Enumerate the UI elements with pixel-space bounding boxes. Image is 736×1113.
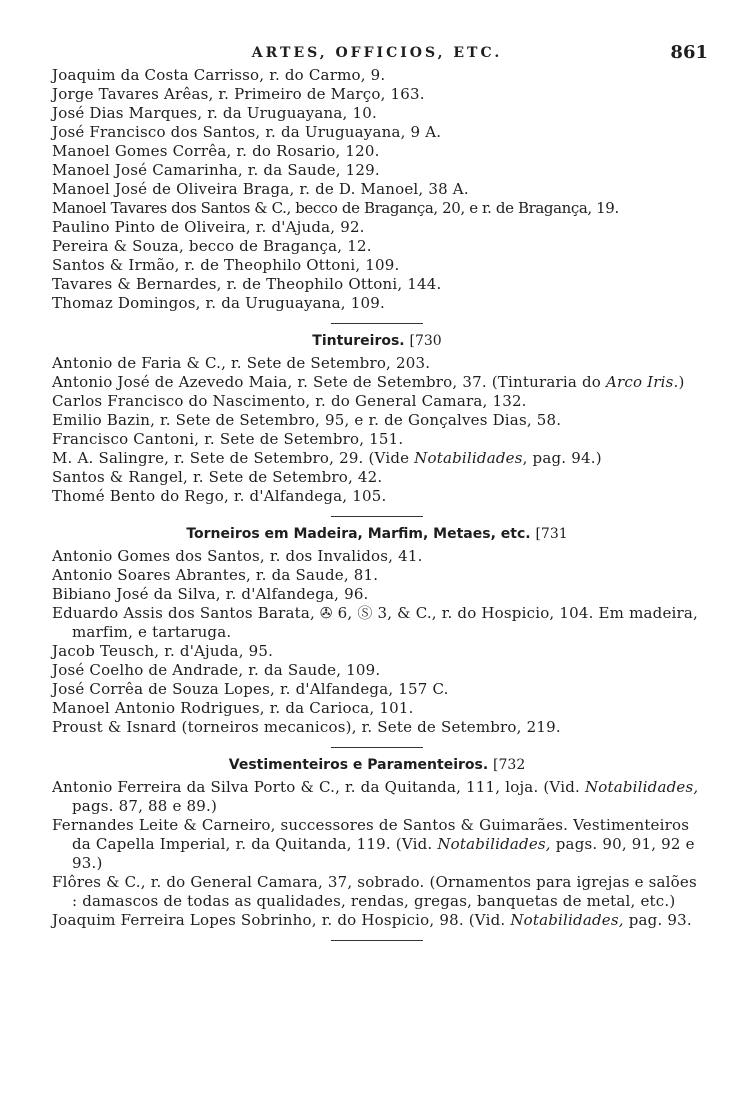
section-title: Torneiros em Madeira, Marfim, Metaes, etc. xyxy=(186,526,531,542)
list-item xyxy=(52,816,702,873)
list-item: Pereira & Souza, becco de Bragança, 12. xyxy=(52,237,372,255)
list-item xyxy=(52,392,702,411)
section-title: Tintureiros. xyxy=(312,333,405,349)
entry-text: Antonio Ferreira da Silva Porto & C., r. da Quitanda, 111, loja. (Vid. xyxy=(52,778,585,796)
list-item xyxy=(52,585,702,604)
list-item: José Dias Marques, r. da Uruguayana, 10. xyxy=(52,104,377,122)
list-item xyxy=(52,566,702,585)
list-item: Manoel José de Oliveira Braga, r. de D. Manoel, 38 A. xyxy=(52,180,469,198)
entry-italic: Arco Iris. xyxy=(605,373,679,391)
entry-text: Proust & Isnard (torneiros mecanicos), r. Sete de Setembro, 219. xyxy=(52,718,561,736)
section-number: [732 xyxy=(493,757,526,773)
entry-text: Manoel Antonio Rodrigues, r. da Carioca, 101. xyxy=(52,699,414,717)
list-item xyxy=(52,411,702,430)
entry-italic: Notabilidades, xyxy=(510,911,624,929)
section-divider xyxy=(331,747,423,748)
section-divider xyxy=(331,516,423,517)
entry-text: Joaquim Ferreira Lopes Sobrinho, r. do Hospicio, 98. (Vid. xyxy=(52,911,511,929)
list-item: Joaquim da Costa Carrisso, r. do Carmo, 9. xyxy=(52,66,386,84)
entry-text: Carlos Francisco do Nascimento, r. do General Camara, 132. xyxy=(52,392,527,410)
list-item xyxy=(52,661,702,680)
page-header xyxy=(52,40,708,66)
list-item xyxy=(52,604,702,642)
entry-italic: Notabilidades, xyxy=(437,835,551,853)
page-number: 861 xyxy=(670,42,708,63)
section-number: [731 xyxy=(535,526,568,542)
list-item xyxy=(52,699,702,718)
list-item: Manoel José Camarinha, r. da Saude, 129. xyxy=(52,161,380,179)
list-item xyxy=(52,468,702,487)
section-number: [730 xyxy=(409,333,442,349)
running-title: ARTES, OFFICIOS, ETC. xyxy=(251,45,503,61)
entry-text-after: , pag. 94.) xyxy=(522,449,602,467)
entry-text: Antonio de Faria & C., r. Sete de Setembro, 203. xyxy=(52,354,431,372)
entry-text: Fernandes Leite & Carneiro, successores de Santos & Guimarães. Vestimenteiros da Capella Imperial, r. da Quitanda, 119. (Vid. xyxy=(52,816,690,853)
entry-text: Jacob Teusch, r. d'Ajuda, 95. xyxy=(52,642,274,660)
intro-list xyxy=(52,66,702,313)
list-item xyxy=(52,642,702,661)
entry-text: Antonio Gomes dos Santos, r. dos Invalidos, 41. xyxy=(52,547,423,565)
list-item: Santos & Irmão, r. de Theophilo Ottoni, 109. xyxy=(52,256,400,274)
section-title: Vestimenteiros e Paramenteiros. xyxy=(228,757,489,773)
entry-text: Antonio José de Azevedo Maia, r. Sete de Setembro, 37. (Tinturaria do xyxy=(52,373,606,391)
entry-text: Antonio Soares Abrantes, r. da Saude, 81. xyxy=(52,566,379,584)
entry-text: Francisco Cantoni, r. Sete de Setembro, 151. xyxy=(52,430,404,448)
list-item xyxy=(52,873,702,911)
list-item xyxy=(52,718,702,737)
list-item: Manoel Gomes Corrêa, r. do Rosario, 120. xyxy=(52,142,380,160)
entry-text-after: pags. 90, 91, 92 e 93.) xyxy=(72,835,695,872)
section-vestimenteiros xyxy=(52,754,702,930)
list-item xyxy=(52,911,702,930)
list-item: Thomaz Domingos, r. da Uruguayana, 109. xyxy=(52,294,385,312)
entry-text: Santos & Rangel, r. Sete de Setembro, 42. xyxy=(52,468,383,486)
list-item xyxy=(52,487,702,506)
entry-text: Eduardo Assis dos Santos Barata, ✇ 6, Ⓢ 3, & C., r. do Hospicio, 104. Em madeira, marfim, e tartaruga. xyxy=(52,604,699,641)
section-torneiros xyxy=(52,523,702,737)
entry-text: Emilio Bazin, r. Sete de Setembro, 95, e r. de Gonçalves Dias, 58. xyxy=(52,411,562,429)
list-item xyxy=(52,430,702,449)
list-item xyxy=(52,778,702,816)
section-heading xyxy=(52,754,702,776)
section-divider xyxy=(331,323,423,324)
list-item xyxy=(52,373,702,392)
entry-text: José Corrêa de Souza Lopes, r. d'Alfandega, 157 C. xyxy=(52,680,449,698)
directory-page xyxy=(52,40,708,947)
section-tintureiros xyxy=(52,330,702,506)
section-heading xyxy=(52,523,702,545)
list-item: Jorge Tavares Arêas, r. Primeiro de Março, 163. xyxy=(52,85,425,103)
entry-text-after: pag. 93. xyxy=(623,911,692,929)
list-item: José Francisco dos Santos, r. da Uruguayana, 9 A. xyxy=(52,123,442,141)
entry-text-after: ) xyxy=(678,373,685,391)
section-heading xyxy=(52,330,702,352)
list-item xyxy=(52,354,702,373)
entry-text: Bibiano José da Silva, r. d'Alfandega, 96. xyxy=(52,585,369,603)
list-item xyxy=(52,680,702,699)
entry-italic: Notabilidades, xyxy=(584,778,699,796)
entry-text: M. A. Salingre, r. Sete de Setembro, 29. (Vide xyxy=(52,449,415,467)
list-item: Paulino Pinto de Oliveira, r. d'Ajuda, 92. xyxy=(52,218,365,236)
entry-text: Flôres & C., r. do General Camara, 37, sobrado. (Ornamentos para igrejas e salões : damascos de todas as qualidades, rendas, gregas, banquetas de metal, etc.) xyxy=(52,873,697,910)
entry-italic: Notabilidades xyxy=(414,449,523,467)
list-item: Tavares & Bernardes, r. de Theophilo Ottoni, 144. xyxy=(52,275,442,293)
entry-text-after: pags. 87, 88 e 89.) xyxy=(72,797,218,815)
entry-text: José Coelho de Andrade, r. da Saude, 109. xyxy=(52,661,381,679)
section-divider xyxy=(331,940,423,941)
list-item xyxy=(52,547,702,566)
list-item: Manoel Tavares dos Santos & C., becco de Bragança, 20, e r. de Bragança, 19. xyxy=(52,199,619,217)
entry-text: Thomé Bento do Rego, r. d'Alfandega, 105. xyxy=(52,487,387,505)
list-item xyxy=(52,449,702,468)
